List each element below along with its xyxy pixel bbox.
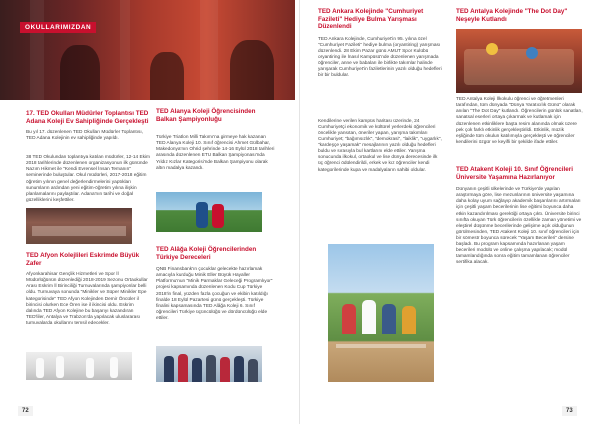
article-body: Afyonkarahisar Gençlik Hizmetleri ve Spor İl Müdürlüğünün düzenlediği 2018-2019 Sezonu Ortaokullar Arası Eskrim İl Birinciliği Turnuvalarında şampiyonlar belli oldu. Turnuvaya sonunda "Minikler ve Süper Minikler Epe kategorisinde" TED Afyon Kolejinden Demir Öncüler il birincisi olurken Ece Ören ise il ikincisi oldu. Eskrim dalında TED Afyon Kolejine bu başarıyı kazandıran TED'liler, Antalya ve Trabzon'da yapılacak uluslararası turnuvalarda okullarını temsil edecekler.	[26, 272, 148, 326]
article-title: 17. TED Okulları Müdürler Toplantısı TED Adana Koleji Ev Sahipliğinde Gerçekleşti	[26, 110, 149, 125]
article-body: TED Ankara Kolejinde, Cumhuriyet'in 95. yılına özel "Cumhuriyet Fazileti" hediye bulma (oryantiring) yarışması düzenlendi. 28 Ekim Pazar günü AMUT Spor Kulübü oryantiring ile İnasıl Kampüsü'nde düzenlenen yarışmada öğrenciler, anne ve babaları ile birlikte takımlar halinde yarışarak Cumhuriyet'in faziletlerinin yazılı olduğu hedefleri bir bir buldular.	[318, 36, 442, 79]
article-body: Dünyanın çeşitli ülkelerinde ve Türkiye'de yapılan araştırmaya göre, lise mezunlarının üniversite yaşamına daha kolay uyum sağlayıp akademik başarılarını artırmaları için çeşitli yaşam becerilerinin lise eğitimi boyunca daha etkin kazandırılması gerektiği ortaya çıktı. Üniversite birinci sınıfta okuyan Türk öğrencilerin özellikle zaman yönetimi ve eleştirel düşünme becerilerinde gelişime açık olduğunun görülmesinden, TED Atakent Koleji 10. sınıf öğrencileri için bir sömestr boyunca sürecek "Yaşam Becerileri" dersine başladı. Bu program kapsamında hazırlanan yaşam becerileri modülü ve online çalışma yapılacak; modül tamamlandığında sonra eğitim tamamlanan öğrenciler sertifika alacak.	[456, 187, 582, 266]
article-dotday	[456, 8, 584, 151]
article-atakent	[456, 166, 584, 381]
article-body: Kendilerine verilen kampüs haritası üzerinde, 24 Cumhuriyetçi ekonomik ve kültürel yerlerdeki öğrencileri öncelikle yansıtan, öneriler yapan, yarışma takımları Cumhuriyet; "bağımsızlık", "demokrasi", "laiklik", "uygarlık", "kardeşçe yaşamak" mesajlarının yazılı olduğu hedefleri buldu ve sırasıyla bul kartlarını elde ettiler. Yarışma sonucunda ilkokul, ortaokul ve lise dünya derecesinde ilk üç öğrenci ödülendirildi, erkek ve kız öğrenciler kendi kategorilerinde kupa ve madalyaların sahibi oldular.	[318, 118, 442, 173]
article-body: 38 TED Okulundan toplantıya katılan müdürler, 12-14 Ekim 2018 tarihlerinde düzenlenen organizasyonun ilk gününde Nazım Hikmet ile "Kendi Evrensel İnsan Temanın" seminerinde buluştular. Okul müdürleri, 2017-2018 eğitim öğretim yılının genel değerlendirmelerini yaptıkları sunumların ardından yeni eğitim-öğretim yılına ilişkin planlamalarını paylaştılar. Adana'nın tarihi ve doğal güzelliklerini keşfettiler.	[26, 155, 151, 203]
orienteering-photo	[328, 244, 434, 382]
students-photo	[156, 346, 262, 382]
article-title: TED Alanya Koleji Öğrencisinden Balkan Şampiyonluğu	[156, 108, 256, 123]
article-body: QNB Finansbank'ın çocuklar gelecekte hazırlamak amacıyla kurduğu Minik Eller Büyük Hayaller Platformu'nun "Minik Parmaklar Geleceği Programlıyor" projesi kapsamında düzenlenen Kodu Cup Türkiye 2018'in final, yüzden fazla çocuğun ve ekibin katıldığı finalde 18 Eylül Pazartesi günü gerçekleşti. Türkiye finalini kapsamasında TED Alâğa Koleji 6. Sınıf öğrencileri Türkiye üçüncülüğü ve dördüncülüğü elde ettiler.	[156, 267, 273, 321]
article-title: TED Afyon Kolejlileri Eskrimde Büyük Zafer	[26, 252, 140, 267]
meeting-photo	[26, 208, 132, 244]
page-number: 73	[562, 406, 577, 416]
section-label: OKULLARIMIZDAN	[20, 22, 96, 33]
fencing-photo	[26, 352, 132, 380]
article-body: Türkiye Triatlon Milli Takımı'na girmeye hak kazanan TED Alanya Koleji 10. Sınıf öğrencisi Ahmet Gülbahar, Makedonya'nın Ohrid şehrinde 14-16 Eylül 2018 tarihleri arasında düzenlenen ETU Balkan Şampiyonası'nda Yıldız Kızlar Kategorisi'nde Balkan Şampiyonu olarak altın madalya kazandı.	[156, 135, 275, 171]
article-body: Bu yıl 17. düzenlenen TED Okulları Müdürler Toplantısı, TED Adana Kolejinin ev sahipliğinde yapıldı.	[26, 130, 144, 142]
article-title: TED Antalya Kolejinde "The Dot Day" Neşeyle Kutlandı	[456, 8, 568, 23]
article-mudurler	[26, 110, 151, 203]
triathlon-photo	[156, 192, 262, 232]
right-page	[300, 0, 600, 424]
article-eskrim	[26, 252, 150, 351]
article-cumhuriyet	[318, 8, 442, 233]
page-number: 72	[18, 406, 33, 416]
article-title: TED Alâğa Koleji Öğrencilerinden Türkiye Dereceleri	[156, 246, 257, 261]
header-photo	[0, 0, 295, 100]
article-balkan	[156, 108, 276, 178]
article-aliaga	[156, 246, 276, 333]
article-title: TED Atakent Koleji 10. Sınıf Öğrencileri Üniversite Yaşamına Hazırlanıyor	[456, 166, 573, 181]
article-body: TED Antalya Koleji İlkokulu öğrenci ve öğretmenleri tarafından, tüm dünyada "Dünya Yaratıcılık Günü" olarak anılan "The Dot Day" kutlandı. Öğrencilerin günlük sanatları, sanatsal eserleri ortaya çıkarmak ve kutlamak için düzenlenen etkinliklere başta resim alanında olmak üzere pek çok farklı etkinlik gerçekleştirildi. Etkinlik, müzik eşliğinde tüm okulun katılımıyla gerçekleşti ve öğrenciler kendilerini özgür ve keyifli bir şekilde ifade ettiler.	[456, 97, 583, 145]
dot-day-photo	[456, 29, 582, 93]
article-title: TED Ankara Kolejinde "Cumhuriyet Fazileti" Hediye Bulma Yarışması Düzenlendi	[318, 8, 424, 31]
